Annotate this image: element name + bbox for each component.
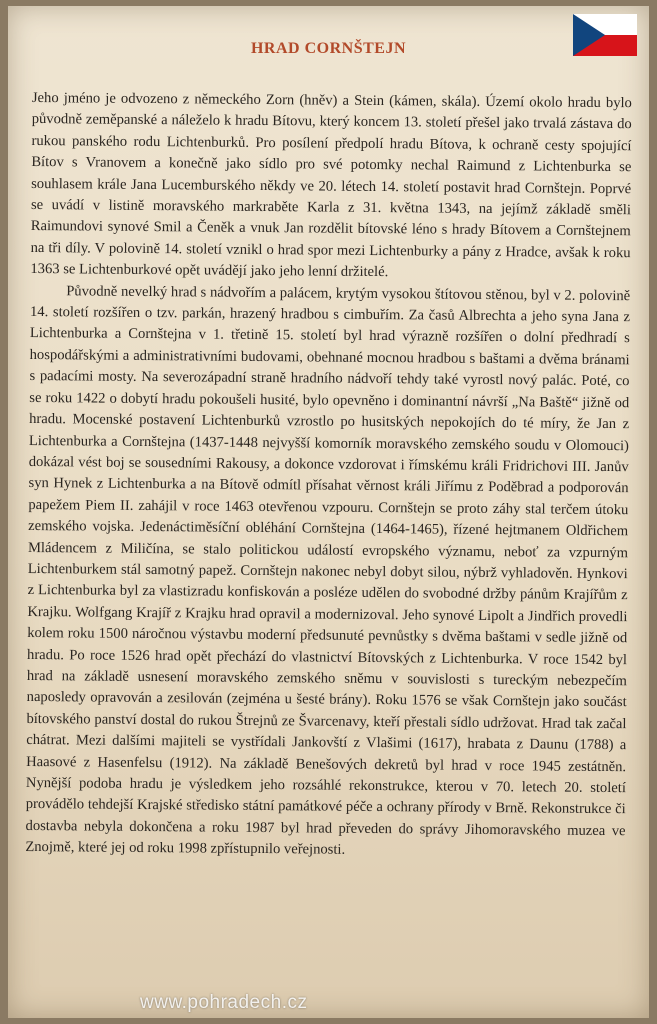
watermark: www.pohradech.cz [140,992,308,1013]
page-title: HRAD CORNŠTEJN [250,40,406,57]
body-text [25,88,632,864]
information-board [8,6,649,1018]
paragraph-1: Jeho jméno je odvozeno z německého Zorn (hněv) a Stein (kámen, skála). Území okolo hradu bylo původně zeměpanské a náleželo k hradu Bítovu, který koncem 13. století přešel jako trvalá zástava do rukou panského rodu Lichtenburků. Pro posílení předpolí hradu Bítova, k ochraně cesty spojující Bítov s Vranovem a konečně jako sídlo pro své potomky nechal Raimund z Lichtenburka se souhlasem krále Jana Lucemburského někdy ve 20. létech 14. století postavit hrad Cornštejn. Poprvé se uvádí v listině moravského markraběte Karla z 31. května 1343, na jejímž základě směli Raimundovi synové Smil a Čeněk a vnuk Jan rozdělit bítovské léno s hrady Bítovem a Cornštejnem na tři díly. V polovině 14. století vznikl o hrad spor mezi Lichtenburky a pány z Hradce, avšak k roku 1363 se Lichtenburkové opět uvádějí jako jeho lenní držitelé. [30,89,632,281]
paragraph-2: Původně nevelký hrad s nádvořím a palácem, krytým vysokou štítovou stěnou, byl v 2. polovině 14. století rozšířen o tzv. parkán, hrazený hradbou s cimbuřím. Za časů Albrechta a jeho syna Jana z Lichtenburka a Cornštejna v 1. třetině 15. století byl hrad výrazně rozšířen o dolní předhradí s hospodářskými a administrativními budovami, obehnané mocnou hradbou s baštami a dvěma bránami s padacími mosty. Na severozápadní straně hradního nádvoří tehdy také vyrostl nový palác. Poté, co se roku 1422 o dobytí hradu pokoušeli husité, bylo opevněno i dominantní návrší „Na Baště“ jižně od hradu. Mocenské postavení Lichtenburků vzrostlo po husitských nepokojích do té míry, že Jan z Lichtenburka a Cornštejna (1437-1448 nejvyšší komorník moravského zemského soudu v Olomouci) dokázal vést boj se sousedními Rakousy, a dokonce vzdorovat i římskému králi Fridrichovi III. Janův syn Hynek z Lichtenburka a na Bítově odmítl přísahat věrnost králi Jiřímu z Poděbrad a podporován papežem Piem II. zahájil v roce 1463 otevřenou vzpouru. Cornštejn se proto záhy stal terčem útoku zemského vojska. Jedenáctiměsíční obléhání Cornštejna (1464-1465), řízené hejtmanem Oldřichem Mládencem z Miličína, se stalo politickou událostí evropského významu, neboť za vzpurným Lichtenburkem stál samotný papež. Cornštejn nakonec nebyl dobyt silou, nýbrž vyhladověn. Hynkovi z Lichtenburka byl za vlastizradu konfiskován a posléze udělen do svobodné držby pánům Krajířům z Krajku. Wolfgang Krajíř z Krajku hrad opravil a modernizoval. Jeho synové Lipolt a Jindřich provedli kolem roku 1500 náročnou výstavbu moderní předsunuté pevnůstky s dvěma baštami v sedle jižně od hradu. Po roce 1526 hrad opět přechází do vlastnictví Bítovských z Lichtenburka. V roce 1542 byl hrad na základě usnesení moravského zemského sněmu v souvislosti s tureckým nebezpečím naposledy opravován a zesilován (zejména u šesté brány). Roku 1576 se však Cornštejn jako součást bítovského panství dostal do rukou Štrejnů ze Švarcenavy, kteří přestali sídlo udržovat. Hrad tak začal chátrat. Mezi dalšími majiteli se vystřídali Jankovští z Vlašimi (1617), hrabata z Daunu (1788) a Haasové z Hasenfelsu (1912). Na základě Benešových dekretů byl hrad v roce 1945 zestátněn. Nynější podoba hradu je výsledkem jeho rozsáhlé rekonstrukce, kterou v 70. letech 20. století provádělo tehdejší Krajské středisko státní památkové péče a ochrany přírody v Brně. Rekonstrukce či dostavba nebyla dokončena a roku 1987 byl hrad převeden do správy Jihomoravského muzea ve Znojmě, které jej od roku 1998 zpřístupnilo veřejnosti. [25,282,631,858]
